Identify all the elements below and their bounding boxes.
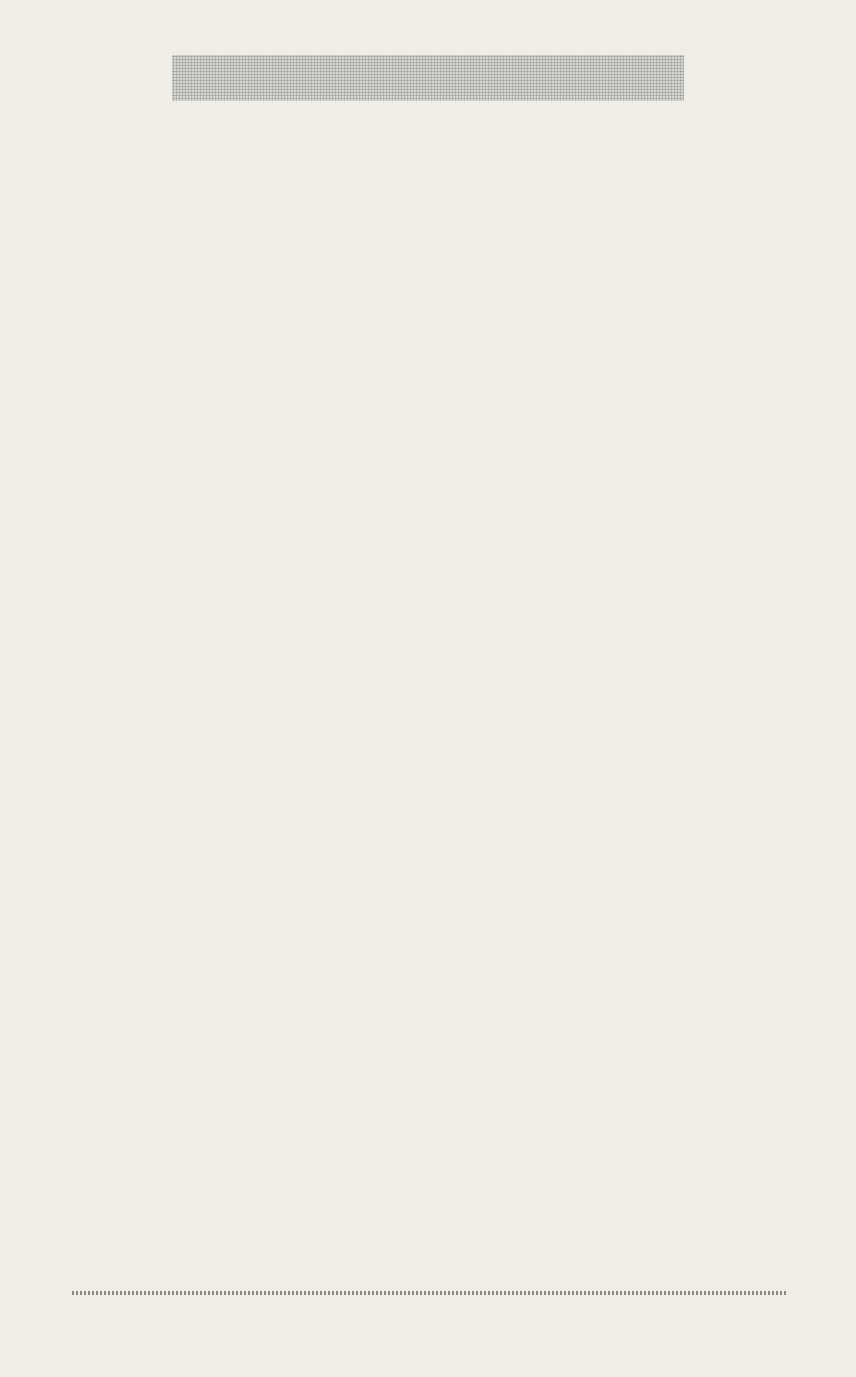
footer-divider [72, 1291, 786, 1295]
running-header [172, 55, 684, 101]
